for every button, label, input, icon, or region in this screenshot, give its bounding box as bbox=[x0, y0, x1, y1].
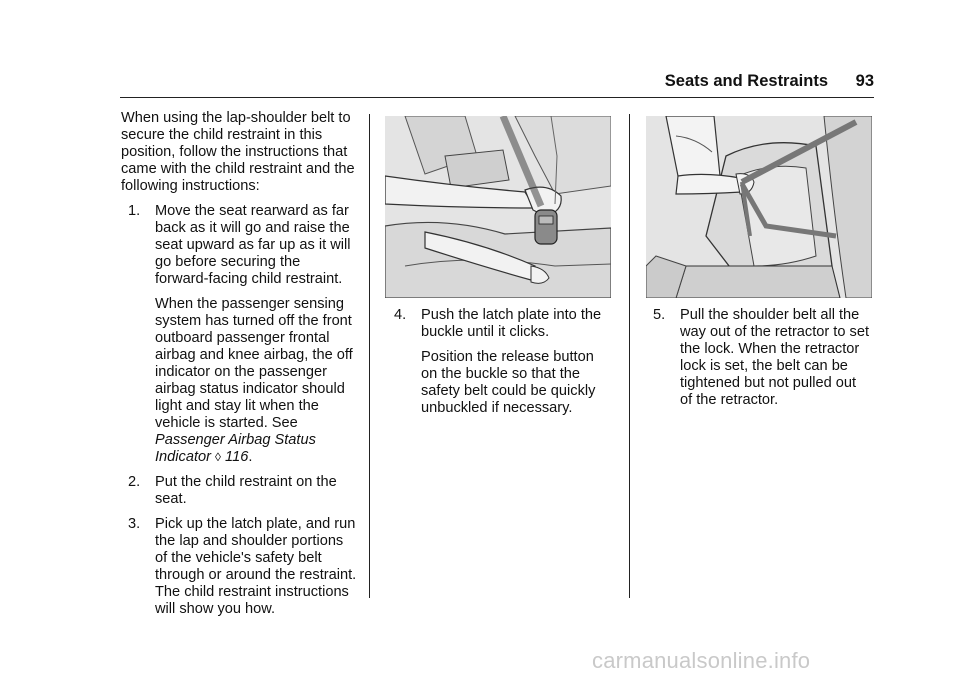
step-text: Put the child restraint on the seat. bbox=[155, 474, 337, 507]
release-button-note: Position the release button on the buckle so that the safety belt could be quickly unbuckled if necessary. bbox=[421, 349, 596, 416]
shoulder-belt-illustration bbox=[646, 116, 872, 298]
step-text: Pick up the latch plate, and run the lap and shoulder portions of the vehicle's safety belt through or around the restraint. The child restraint instructions will show you how. bbox=[155, 516, 357, 617]
step-text: Move the seat rearward as far back as it will go and raise the seat upward as far up as it will go before securing the forward-facing child restraint. bbox=[155, 203, 351, 287]
latch-buckle-illustration bbox=[385, 116, 611, 298]
note-text: When the passenger sensing system has turned off the front outboard passenger frontal airbag and knee airbag, the off indicator on the passenger airbag status indicator should light and stay lit when the vehicle is started. See bbox=[155, 296, 353, 431]
column-divider-1 bbox=[369, 114, 370, 598]
xref-link[interactable]: Passenger Airbag Status Indicator bbox=[155, 432, 316, 465]
step-number: 5. bbox=[653, 307, 666, 323]
step-number: 4. bbox=[394, 307, 407, 323]
step-text: Pull the shoulder belt all the way out of the retractor to set the lock. When the retractor lock is set, the belt can be tightened but not pulled out of the retractor. bbox=[680, 307, 869, 408]
column-3 bbox=[646, 307, 872, 417]
xref-page[interactable]: 116 bbox=[225, 449, 249, 465]
step-4 bbox=[387, 307, 613, 417]
page-number: 93 bbox=[855, 72, 874, 90]
intro-paragraph: When using the lap-shoulder belt to secure the child restraint in this position, follow the instructions that came with the child restraint and the following instructions: bbox=[121, 110, 355, 194]
step-number: 3. bbox=[128, 516, 141, 532]
step-text: Push the latch plate into the buckle until it clicks. bbox=[421, 307, 602, 340]
latch-buckle-drawing bbox=[385, 116, 611, 298]
section-title: Seats and Restraints bbox=[664, 72, 828, 90]
note-end: . bbox=[248, 449, 253, 465]
page-header bbox=[120, 0, 874, 100]
column-2 bbox=[387, 307, 613, 425]
column-1 bbox=[121, 110, 357, 626]
step-2 bbox=[121, 474, 357, 508]
page-ref-icon: ◊ bbox=[215, 450, 221, 464]
column-divider-2 bbox=[629, 114, 630, 598]
shoulder-belt-drawing bbox=[646, 116, 872, 298]
step-number: 1. bbox=[128, 203, 141, 219]
step-number: 2. bbox=[128, 474, 141, 490]
watermark: carmanualsonline.info bbox=[592, 648, 811, 673]
header-divider bbox=[120, 97, 874, 98]
step-1 bbox=[121, 203, 357, 466]
step-5 bbox=[646, 307, 872, 409]
step-3 bbox=[121, 516, 357, 618]
passenger-airbag-note bbox=[155, 296, 357, 466]
